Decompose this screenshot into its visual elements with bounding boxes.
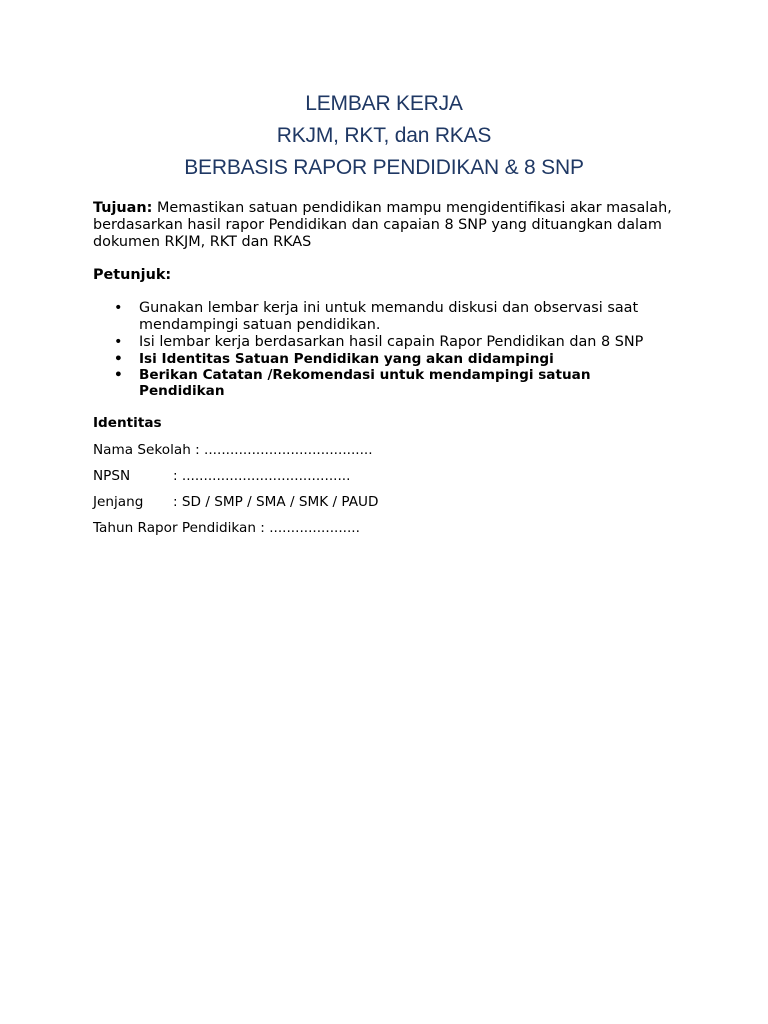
list-item-text: Isi Identitas Satuan Pendidikan yang akan didampingi — [139, 351, 554, 367]
field-label: NPSN — [93, 468, 131, 484]
bullet-icon: • — [114, 334, 123, 350]
list-item-text: Isi lembar kerja berdasarkan hasil capain Rapor Pendidikan dan 8 SNP — [139, 334, 644, 350]
document-title — [0, 88, 768, 184]
field-tahun-rapor — [93, 520, 673, 537]
identitas-heading: Identitas — [93, 415, 162, 431]
field-label: Nama Sekolah — [93, 442, 191, 458]
tujuan-paragraph — [93, 200, 673, 251]
field-nama-sekolah — [93, 442, 673, 459]
document-body — [93, 200, 673, 537]
tujuan-label: Tujuan: — [93, 200, 153, 216]
list-item-text: Gunakan lembar kerja ini untuk memandu diskusi dan observasi saat mendampingi satuan pendidikan. — [139, 300, 639, 333]
field-value: : ....................................... — [195, 442, 373, 458]
title-line-3: BERBASIS RAPOR PENDIDIKAN & 8 SNP — [184, 156, 584, 179]
tujuan-text: Memastikan satuan pendidikan mampu mengidentifikasi akar masalah, berdasarkan hasil rapor Pendidikan dan capaian 8 SNP yang dituangkan dalam dokumen RKJM, RKT dan RKAS — [93, 200, 672, 250]
field-npsn — [93, 468, 673, 485]
field-value: : ....................................... — [173, 468, 351, 484]
petunjuk-heading: Petunjuk: — [93, 267, 172, 283]
list-item — [114, 300, 673, 334]
list-item-text: Berikan Catatan /Rekomendasi untuk mendampingi satuan Pendidikan — [139, 367, 591, 399]
field-label: Tahun Rapor Pendidikan — [93, 520, 256, 536]
field-label: Jenjang — [93, 494, 144, 510]
field-jenjang — [93, 494, 673, 511]
petunjuk-list — [93, 300, 673, 399]
list-item — [114, 334, 673, 351]
field-value: : SD / SMP / SMA / SMK / PAUD — [173, 494, 379, 510]
field-value: : ..................... — [260, 520, 360, 536]
list-item — [114, 351, 673, 367]
bullet-icon: • — [114, 351, 123, 367]
bullet-icon: • — [114, 300, 123, 316]
list-item — [114, 367, 673, 399]
title-line-2: RKJM, RKT, dan RKAS — [276, 124, 492, 147]
title-line-1: LEMBAR KERJA — [305, 92, 463, 115]
bullet-icon: • — [114, 367, 123, 383]
